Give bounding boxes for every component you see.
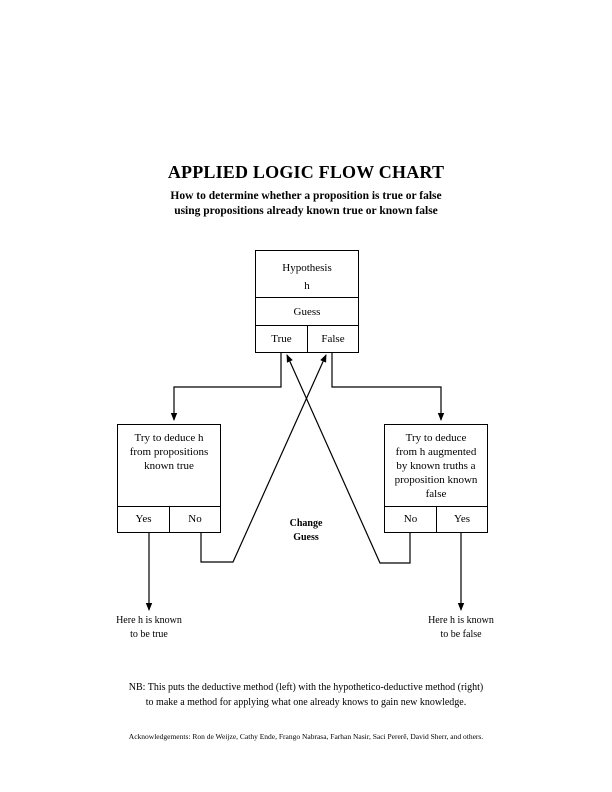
change-guess-line-2: Guess: [293, 532, 319, 543]
hypothesis-symbol: h: [304, 280, 310, 292]
note: [0, 680, 612, 710]
false-to-right-box-arrow: [332, 353, 441, 420]
page-title: APPLIED LOGIC FLOW CHART: [167, 162, 445, 182]
left-deduce-box: [117, 424, 221, 533]
hypothesis-cell: [256, 251, 358, 298]
note-line-2: to make a method for applying what one already knows to gain new knowledge.: [145, 697, 467, 708]
subtitle-line-2: using propositions already known true or known false: [174, 205, 438, 217]
left-result-line-1: Here h is known: [116, 615, 182, 626]
left-result-line-2: to be true: [130, 629, 168, 640]
right-deduce-box: [384, 424, 488, 533]
right-box-line-2: from h augmented: [395, 446, 477, 458]
left-deduce-text: [118, 425, 220, 507]
hypothesis-label: Hypothesis: [282, 262, 332, 274]
note-line-1: NB: This puts the deductive method (left) with the hypothetico-deductive method (right): [128, 682, 484, 693]
right-yes-cell: Yes: [453, 513, 470, 525]
right-no-cell: No: [385, 507, 437, 532]
left-result-label: [99, 614, 199, 642]
change-guess-line-1: Change: [289, 518, 323, 529]
true-cell: True: [256, 326, 308, 352]
left-no-cell: No: [188, 513, 202, 525]
left-box-line-3: known true: [144, 460, 194, 472]
subtitle-line-1: How to determine whether a proposition is true or false: [170, 190, 442, 202]
acknowledgements: Acknowledgements: Ron de Weijze, Cathy Ende, Frango Nabrasa, Farhan Nasir, Saci Pererê, David Sherr, and others.: [128, 732, 484, 741]
right-box-line-1: Try to deduce: [405, 432, 467, 444]
guess-cell: Guess: [256, 298, 358, 326]
false-cell: False: [321, 333, 345, 345]
left-box-line-2: from propositions: [129, 446, 209, 458]
right-result-label: [411, 614, 511, 642]
right-deduce-text: [385, 425, 487, 507]
left-box-line-1: Try to deduce h: [134, 432, 204, 444]
right-box-line-5: false: [425, 488, 447, 500]
change-guess-label: [276, 517, 336, 545]
true-to-left-box-arrow: [174, 353, 281, 420]
left-yes-cell: Yes: [118, 507, 170, 532]
right-box-line-4: proposition known: [394, 474, 478, 486]
hypothesis-box: [255, 250, 359, 353]
right-box-line-3: by known truths a: [396, 460, 476, 472]
right-result-line-1: Here h is known: [428, 615, 494, 626]
right-result-line-2: to be false: [440, 629, 482, 640]
